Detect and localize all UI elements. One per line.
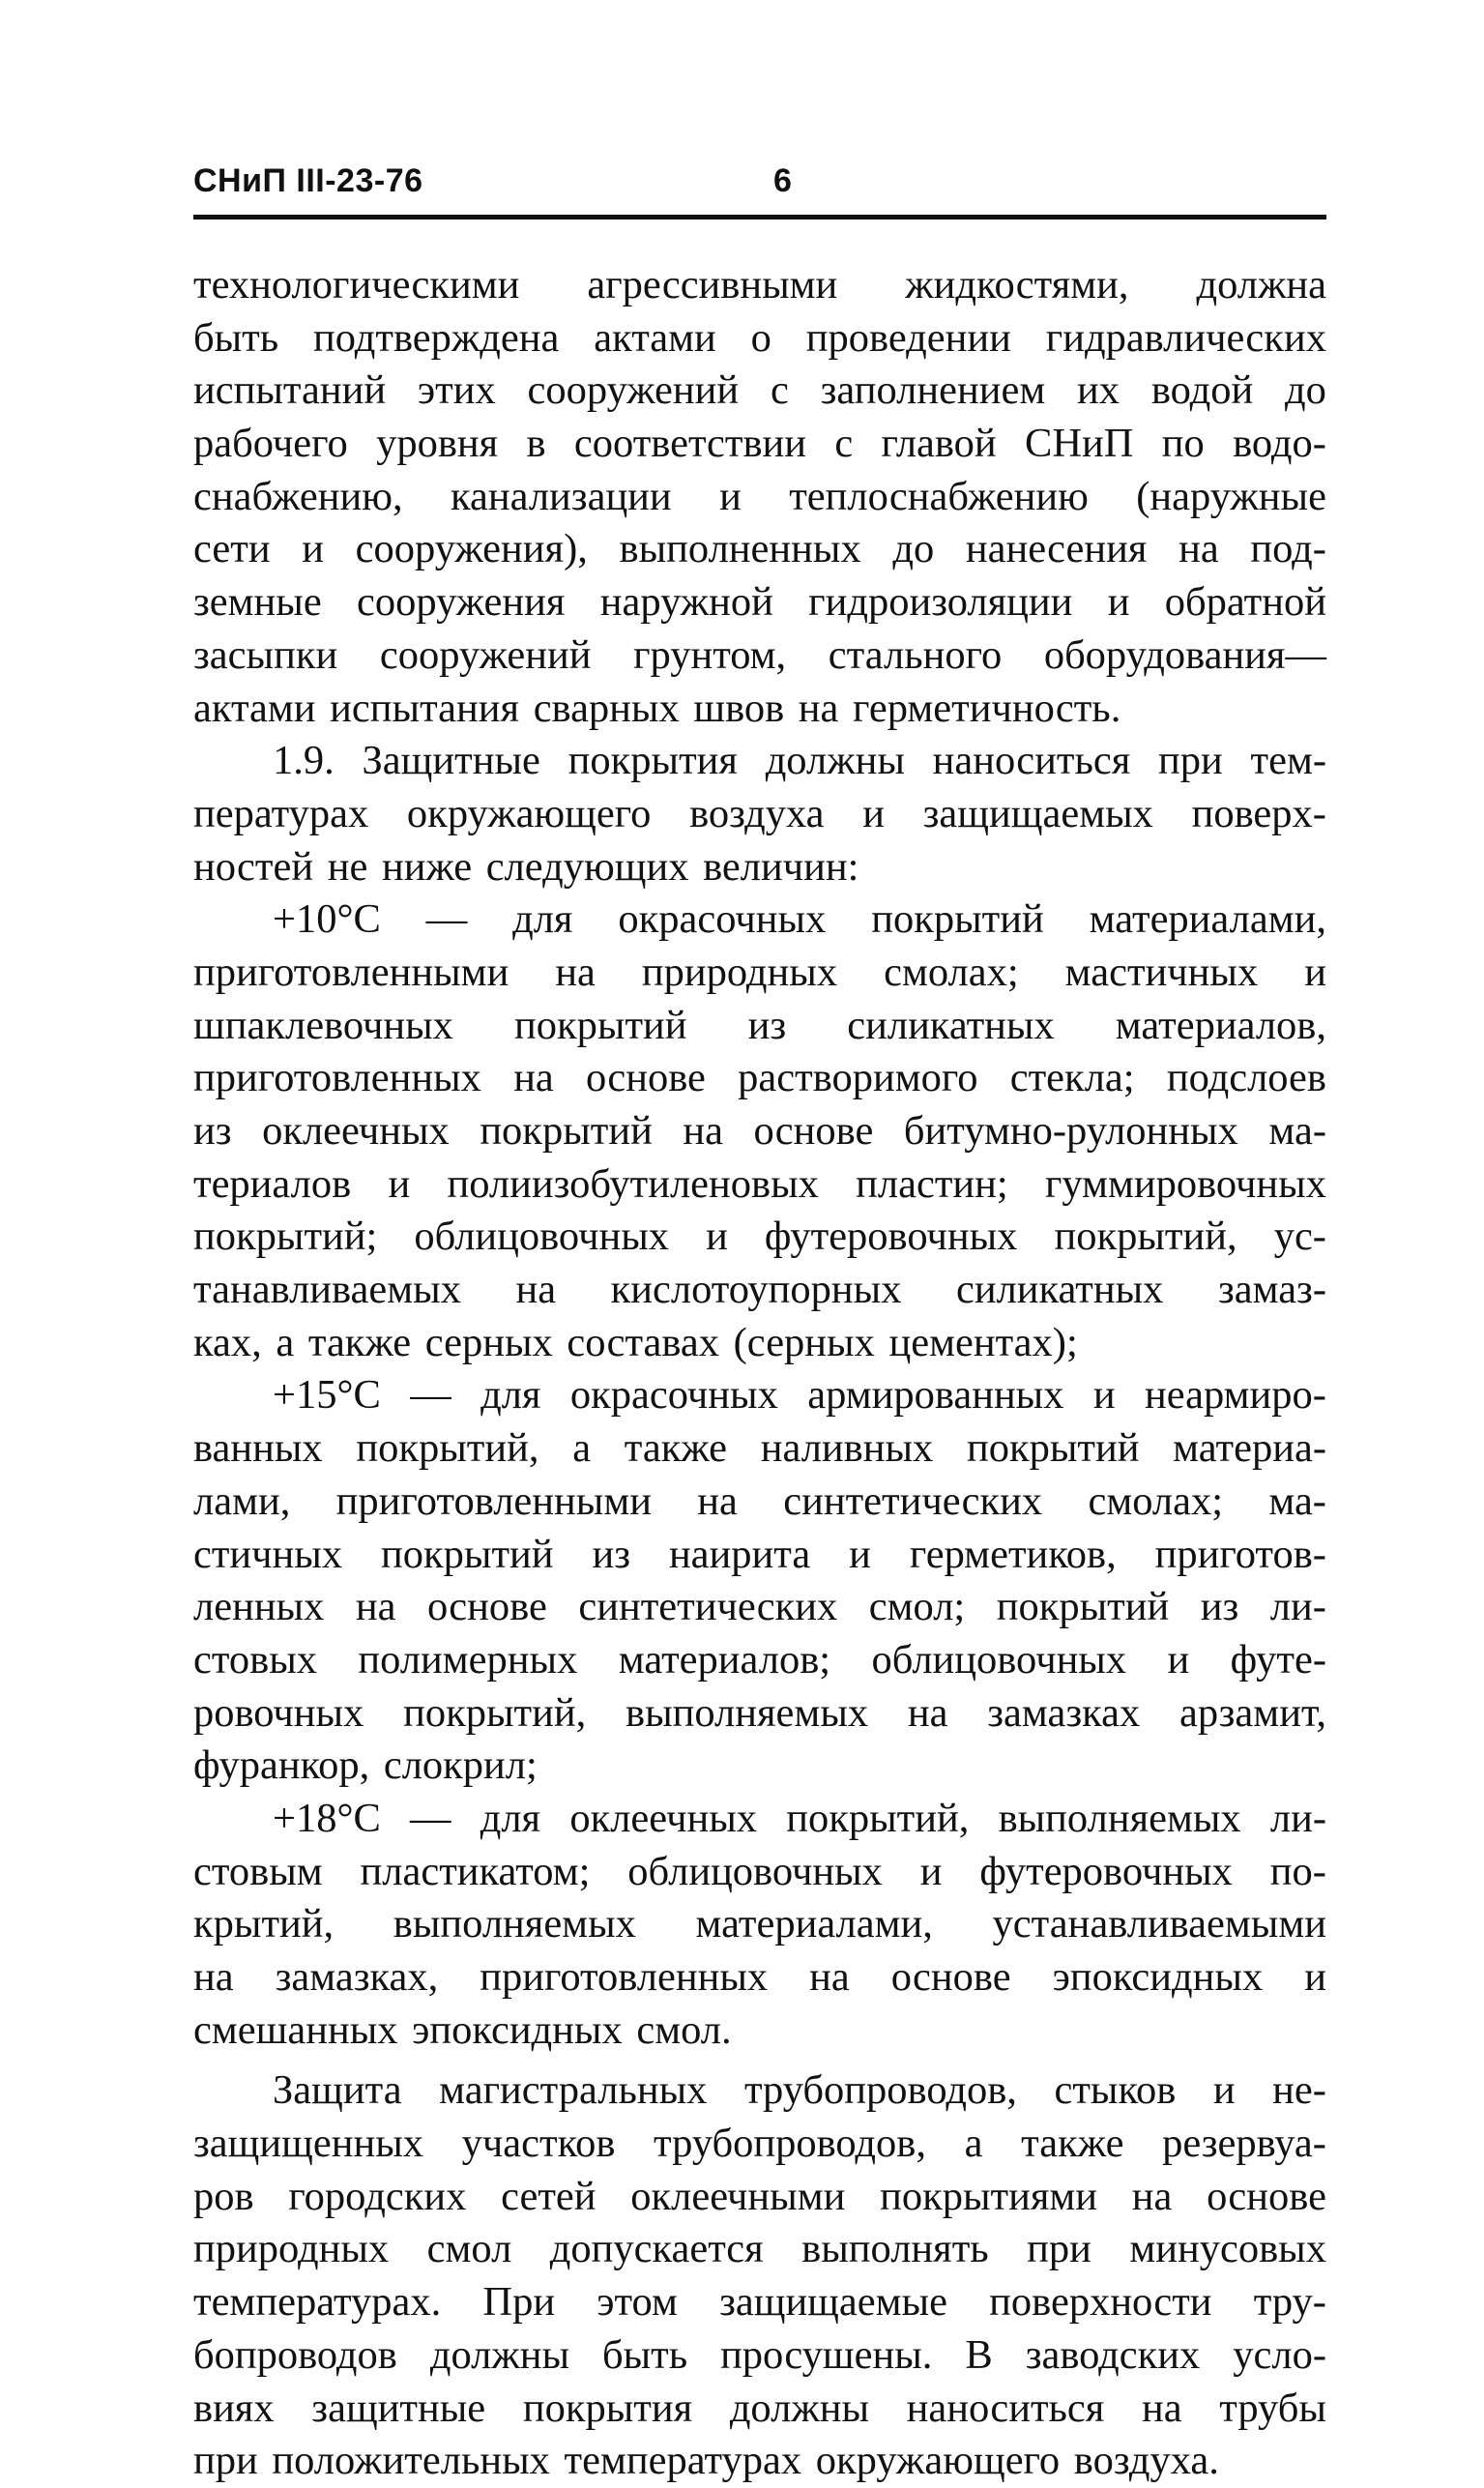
text-line: стовым пластикатом; облицовочных и футеровочных по-: [193, 1848, 1326, 1894]
text-line: смешанных эпоксидных смол.: [193, 2006, 732, 2053]
text-line: шпаклевочных покрытий из силикатных материалов,: [193, 1002, 1326, 1048]
text-line: крытий, выполняемых материалами, устанавливаемыми: [193, 1901, 1326, 1947]
text-line: при положительных температурах окружающего воздуха.: [193, 2438, 1219, 2484]
text-line: температурах. При этом защищаемые поверхности тру-: [193, 2279, 1326, 2326]
text-line: покрытий; облицовочных и футеровочных покрытий, ус-: [193, 1214, 1326, 1260]
text-line: бопроводов должны быть просушены. В заводских усло-: [193, 2331, 1326, 2378]
text-line: приготовленных на основе растворимого стекла; подслоев: [193, 1055, 1326, 1101]
paragraph: [193, 893, 1326, 1369]
paragraph: [193, 259, 1326, 735]
document-code: СНиП III-23-76: [193, 162, 423, 199]
text-line: из оклеечных покрытий на основе битумно-рулонных ма-: [193, 1108, 1326, 1154]
text-line: ванных покрытий, а также наливных покрытий материа-: [193, 1425, 1326, 1472]
body-text: [193, 259, 1326, 2488]
text-line: Защита магистральных трубопроводов, стыков и не-: [273, 2067, 1326, 2114]
text-line: земные сооружения наружной гидроизоляции и обратной: [193, 579, 1326, 626]
text-line: на замазках, приготовленных на основе эпоксидных и: [193, 1954, 1326, 2000]
text-line: виях защитные покрытия должны наноситься на трубы: [193, 2385, 1326, 2431]
text-line: фуранкор, слокрил;: [193, 1742, 538, 1789]
text-line: снабжению, канализации и теплоснабжению (наружные: [193, 473, 1326, 519]
text-line: сети и сооружения), выполненных до нанесения на под-: [193, 526, 1326, 572]
text-line: стовых полимерных материалов; облицовочных и футе-: [193, 1636, 1326, 1683]
text-line: +10°С — для окрасочных покрытий материалами,: [273, 896, 1326, 943]
paragraph: [193, 1369, 1326, 1793]
text-line: ров городских сетей оклеечными покрытиями на основе: [193, 2173, 1326, 2219]
page-header: [193, 162, 1326, 220]
page-number: 6: [773, 162, 792, 199]
text-line: быть подтверждена актами о проведении гидравлических: [193, 314, 1326, 361]
text-line: стичных покрытий из наирита и герметиков, приготов-: [193, 1531, 1326, 1577]
text-line: защищенных участков трубопроводов, а также резервуа-: [193, 2121, 1326, 2167]
text-line: +15°С — для окрасочных армированных и неармиро-: [273, 1372, 1326, 1419]
text-line: лами, приготовленными на синтетических смолах; ма-: [193, 1478, 1326, 1524]
text-line: испытаний этих сооружений с заполнением их водой до: [193, 367, 1326, 414]
text-line: ках, а также серных составах (серных цементах);: [193, 1319, 1078, 1365]
text-line: танавливаемых на кислотоупорных силикатных замаз-: [193, 1267, 1326, 1313]
text-line: ленных на основе синтетических смол; покрытий из ли-: [193, 1584, 1326, 1630]
text-line: ровочных покрытий, выполняемых на замазках арзамит,: [193, 1689, 1326, 1736]
text-line: териалов и полиизобутиленовых пластин; гуммировочных: [193, 1160, 1326, 1207]
paragraph-gap: [193, 2057, 1326, 2064]
text-line: технологическими агрессивными жидкостями, должна: [193, 262, 1326, 307]
paragraph: [193, 735, 1326, 893]
text-line: 1.9. Защитные покрытия должны наноситься при тем-: [273, 738, 1326, 784]
text-line: пературах окружающего воздуха и защищаемых поверх-: [193, 790, 1326, 836]
header-rule: [193, 215, 1326, 220]
text-line: приготовленными на природных смолах; мастичных и: [193, 949, 1326, 995]
text-line: ностей не ниже следующих величин:: [193, 843, 859, 890]
text-line: актами испытания сварных швов на герметичность.: [193, 685, 1121, 731]
paragraph: [193, 2064, 1326, 2488]
text-line: рабочего уровня в соответствии с главой СНиП по водо-: [193, 421, 1326, 467]
text-line: природных смол допускается выполнять при минусовых: [193, 2226, 1326, 2272]
paragraph: [193, 1793, 1326, 2057]
text-line: засыпки сооружений грунтом, стального оборудования—: [193, 631, 1326, 678]
text-line: +18°С — для оклеечных покрытий, выполняемых ли-: [273, 1795, 1326, 1841]
